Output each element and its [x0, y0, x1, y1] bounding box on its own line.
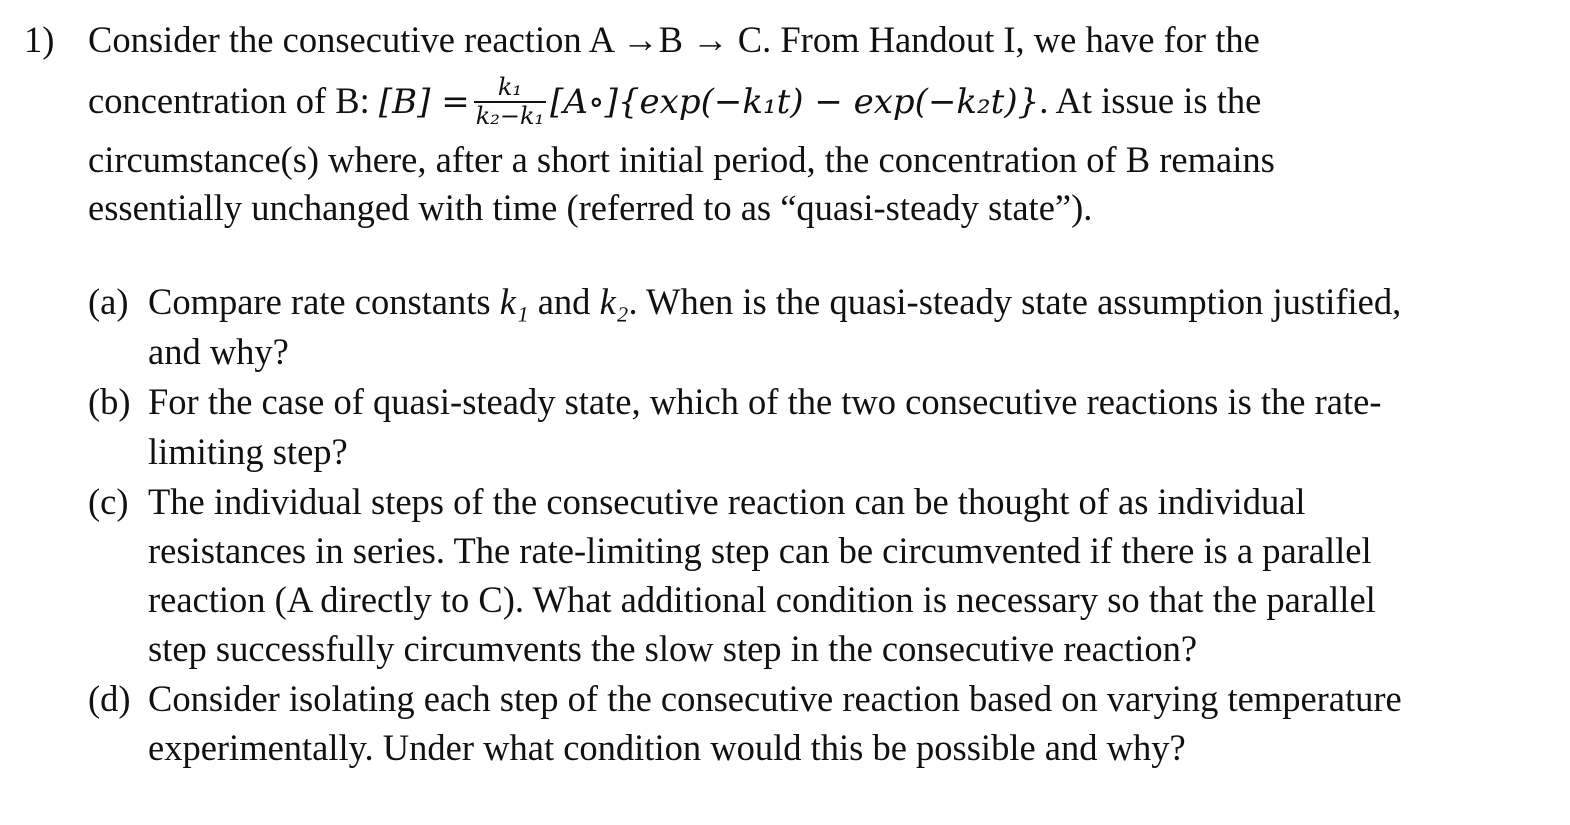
- part-b-label: (b): [88, 381, 131, 422]
- formula-numerator: k₁: [474, 74, 546, 103]
- part-c-line-1: The individual steps of the consecutive reaction can be thought of as individual: [148, 481, 1306, 522]
- intro-line-3: circumstance(s) where, after a short initial period, the concentration of B remains: [88, 139, 1275, 180]
- part-a-line-1: [148, 280, 1401, 324]
- intro-line-2-suffix: . At issue is the: [1039, 80, 1262, 121]
- formula-lhs: [B] =: [378, 82, 470, 122]
- part-a-k2: k₂: [599, 281, 629, 322]
- formula-fraction: [474, 74, 546, 130]
- part-d-line-2: experimentally. Under what condition would this be possible and why?: [148, 727, 1186, 768]
- formula-denominator: k₂−k₁: [475, 102, 545, 130]
- part-a-mid: and: [528, 281, 600, 322]
- intro-line-1: Consider the consecutive reaction A →B → C. From Handout I, we have for the: [88, 19, 1260, 60]
- part-c-line-3: reaction (A directly to C). What additional condition is necessary so that the parallel: [148, 579, 1376, 620]
- part-c-line-2: resistances in series. The rate-limiting step can be circumvented if there is a parallel: [148, 530, 1372, 571]
- part-a-k1: k₁: [499, 281, 529, 322]
- part-b-line-1: For the case of quasi-steady state, which of the two consecutive reactions is the rate-: [148, 381, 1382, 422]
- part-a-label: (a): [88, 281, 129, 322]
- part-d-line-1: Consider isolating each step of the consecutive reaction based on varying temperature: [148, 678, 1402, 719]
- formula-rhs: [A∘]{exp(−k₁t) − exp(−k₂t)}: [550, 82, 1040, 122]
- intro-line-2-prefix: concentration of B:: [88, 80, 379, 121]
- part-c-label: (c): [88, 481, 129, 522]
- part-a-line-2: and why?: [148, 331, 289, 372]
- intro-line-2: [88, 73, 1262, 132]
- part-a-pre: Compare rate constants: [148, 281, 500, 322]
- part-b-line-2: limiting step?: [148, 431, 348, 472]
- intro-line-4: essentially unchanged with time (referred to as “quasi-steady state”).: [88, 187, 1093, 228]
- part-d-label: (d): [88, 678, 131, 719]
- part-a-post: . When is the quasi-steady state assumption justified,: [628, 281, 1402, 322]
- question-number: 1): [24, 19, 55, 60]
- part-c-line-4: step successfully circumvents the slow step in the consecutive reaction?: [148, 628, 1198, 669]
- concentration-formula: [378, 73, 1040, 130]
